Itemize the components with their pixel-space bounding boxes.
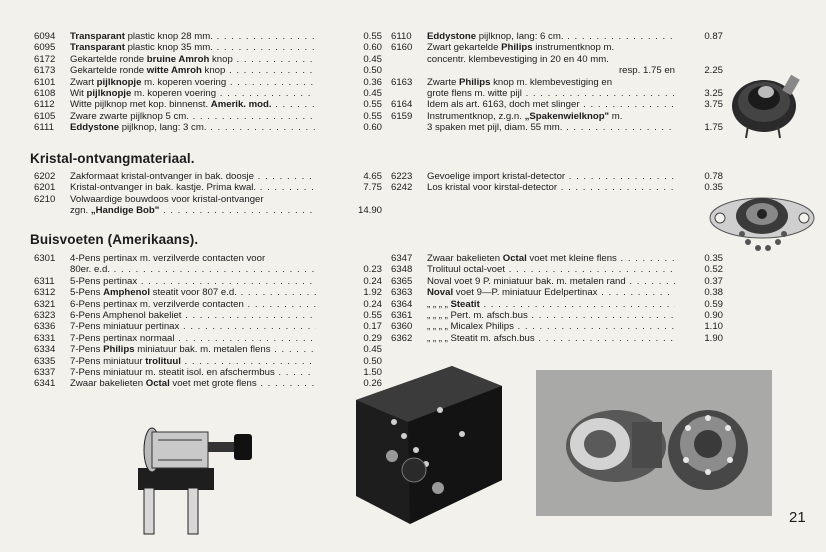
- entry-code: 6202: [34, 171, 56, 182]
- entry-code: 6363: [391, 287, 413, 299]
- entry-price: 7.75: [363, 182, 382, 194]
- entry-description: Gekartelde ronde bruine Amroh knop . . .: [70, 54, 316, 65]
- entry-description: Witte pijlknop met kop. binnenst. Amerik. mod. . . .: [70, 99, 316, 110]
- entry-code: 6361: [391, 310, 413, 321]
- tube-sockets-image: [536, 370, 772, 516]
- entry-code: 6347: [391, 253, 413, 264]
- entry-description-cont: resp. 1.75 en: [618, 65, 675, 77]
- entry-description: Gekartelde ronde witte Amroh knop . . .: [70, 65, 316, 76]
- entry-price: 0.45: [363, 88, 382, 99]
- entry-description: Kristal-ontvanger in bak. kastje. Prima kwal. . . .: [70, 182, 316, 193]
- entry-description: Instrumentknop, z.g.n. „Spakenwielknop" m.: [427, 110, 623, 122]
- entry-price: 0.23: [363, 264, 382, 276]
- entry-code: 6242: [391, 182, 413, 194]
- entry-code: 6321: [34, 298, 56, 310]
- entry-price: 0.17: [363, 321, 382, 333]
- entry-description: Gevoelige import kristal-detector . . .: [427, 171, 675, 182]
- entry-description: 5-Pens Amphenol steatit voor 807 e.d. . . .: [70, 287, 316, 298]
- entry-code: 6364: [391, 298, 413, 310]
- entry-price: 0.50: [363, 65, 382, 77]
- entry-description: Zwart gekartelde Philips instrumentknop m.: [427, 42, 615, 54]
- entry-description: 7-Pens miniatuur pertinax . . .: [70, 321, 316, 332]
- entry-code: 6365: [391, 275, 413, 287]
- entry-code: 6101: [34, 76, 56, 88]
- entry-code: 6173: [34, 65, 56, 77]
- entry-price: 0.35: [704, 182, 723, 194]
- entry-description: 7-Pens Philips miniatuur bak. m. metalen flens . . .: [70, 344, 316, 355]
- entry-description-cont: concentr. klembevestiging in 20 en 40 mm.: [427, 53, 609, 65]
- entry-code: 6159: [391, 110, 413, 122]
- entry-price: 0.78: [704, 171, 723, 182]
- entry-description: Zwarte Philips knop m. klembevestiging en: [427, 76, 613, 88]
- entry-price: 0.26: [363, 378, 382, 390]
- entry-code: 6362: [391, 332, 413, 344]
- entry-code: 6201: [34, 182, 56, 194]
- entry-description: Zakformaat kristal-ontvanger in bak. doosje . . .: [70, 171, 316, 182]
- entry-price: 0.59: [704, 298, 723, 310]
- entry-price: 0.37: [704, 275, 723, 287]
- entry-code: 6348: [391, 264, 413, 276]
- entry-code: 6301: [34, 253, 56, 264]
- entry-code: 6337: [34, 367, 56, 378]
- entry-description: „ „ „ „ Steatit . . .: [427, 299, 675, 310]
- entry-price: 2.25: [704, 65, 723, 77]
- entry-code: 6335: [34, 355, 56, 367]
- entry-price: 3.75: [704, 99, 723, 111]
- entry-price: 0.50: [363, 355, 382, 367]
- entry-code: 6341: [34, 378, 56, 390]
- entry-code: 6311: [34, 275, 55, 287]
- entry-code: 6108: [34, 88, 56, 99]
- philips-knob-image: [726, 62, 804, 140]
- entry-price: 0.87: [704, 31, 723, 42]
- entry-price: 0.24: [363, 298, 382, 310]
- entry-price: 0.35: [704, 253, 723, 264]
- entry-price: 0.24: [363, 275, 382, 287]
- crystal-detector-image: [130, 418, 262, 538]
- entry-code: 6323: [34, 310, 56, 321]
- entry-description: Zwaar bakelieten Octal voet met grote flens . . .: [70, 378, 316, 389]
- entry-price: 1.92: [363, 287, 382, 299]
- entry-description: Eddystone pijlknop, lang: 6 cm. . . .: [427, 31, 675, 42]
- entry-price: 0.29: [363, 332, 382, 344]
- entry-price: 0.55: [363, 110, 382, 122]
- entry-price: 1.50: [363, 367, 382, 378]
- entry-code: 6160: [391, 42, 413, 54]
- entry-code: 6360: [391, 321, 413, 333]
- entry-price: 1.90: [704, 332, 723, 344]
- entry-price: 0.45: [363, 53, 382, 65]
- entry-price: 4.65: [363, 171, 382, 182]
- entry-price: 0.55: [363, 31, 382, 42]
- entry-description: „ „ „ „ Steatit m. afsch.bus . . .: [427, 333, 675, 344]
- entry-price: 3.25: [704, 87, 723, 99]
- entry-description: 7-Pens miniatuur m. steatit isol. en afschermbus . . .: [70, 367, 316, 378]
- entry-code: 6110: [391, 31, 412, 42]
- crystal-receiver-image: [352, 360, 512, 532]
- entry-description: „ „ „ „ Micalex Philips . . .: [427, 321, 675, 332]
- entry-description: Eddystone pijlknop, lang: 3 cm. . . .: [70, 122, 316, 133]
- entry-code: 6312: [34, 287, 56, 299]
- entry-code: 6331: [34, 332, 56, 344]
- heading-kristal: Kristal-ontvangmateriaal.: [30, 151, 195, 166]
- entry-code: 6164: [391, 99, 413, 111]
- entry-price: 1.10: [704, 321, 723, 333]
- entry-price: 0.55: [363, 310, 382, 321]
- entry-price: 0.52: [704, 264, 723, 276]
- entry-price: 1.75: [704, 122, 723, 134]
- entry-code: 6210: [34, 193, 56, 205]
- entry-description-cont: zgn. „Handige Bob" . . .: [70, 205, 316, 216]
- entry-price: 0.36: [363, 76, 382, 88]
- entry-description: Transparant plastic knop 28 mm. . . .: [70, 31, 316, 42]
- entry-code: 6095: [34, 42, 56, 54]
- entry-price: 0.55: [363, 99, 382, 111]
- octal-socket-image: [708, 186, 816, 258]
- entry-description: Trolituul octal-voet . . .: [427, 264, 675, 275]
- entry-description: 6-Pens pertinax m. verzilverde contacten . . .: [70, 299, 316, 310]
- entry-code: 6223: [391, 171, 413, 182]
- entry-description: Zware zwarte pijlknop 5 cm. . . .: [70, 111, 316, 122]
- entry-code: 6336: [34, 321, 56, 333]
- entry-description: 4-Pens pertinax m. verzilverde contacten voor: [70, 253, 266, 264]
- entry-code: 6105: [34, 110, 56, 122]
- entry-description: Wit pijlknopje m. koperen voering . . .: [70, 88, 316, 99]
- entry-description: Transparant plastic knop 35 mm. . . .: [70, 42, 316, 53]
- entry-price: 0.60: [363, 42, 382, 54]
- entry-code: 6334: [34, 344, 56, 356]
- entry-code: 6112: [34, 99, 55, 111]
- entry-description: Noval voet 9 P. miniatuur bak. m. metalen rand . . .: [427, 276, 675, 287]
- entry-description: 5-Pens pertinax . . .: [70, 276, 316, 287]
- entry-description: Noval voet 9—P. miniatuur Edelpertinax . . .: [427, 287, 675, 298]
- entry-code: 6094: [34, 31, 56, 42]
- entry-price: 0.90: [704, 310, 723, 321]
- entry-description: 7-Pens pertinax normaal . . .: [70, 333, 316, 344]
- entry-description: Volwaardige bouwdoos voor kristal-ontvanger: [70, 193, 264, 205]
- entry-description-cont: 80er. e.d. . . .: [70, 264, 316, 275]
- entry-description: 6-Pens Amphenol bakeliet . . .: [70, 310, 316, 321]
- entry-description: 7-Pens miniatuur trolituul . . .: [70, 356, 316, 367]
- entry-description: Los kristal voor kirstal-detector . . .: [427, 182, 675, 193]
- entry-description: Idem als art. 6163, doch met slinger . . .: [427, 99, 675, 110]
- entry-price: 0.38: [704, 287, 723, 299]
- entry-description: Zwart pijlknopje m. koperen voering . . .: [70, 77, 316, 88]
- entry-code: 6111: [34, 122, 54, 134]
- entry-price: 0.60: [363, 122, 382, 134]
- entry-description: „ „ „ „ Pert. m. afsch.bus . . .: [427, 310, 675, 321]
- entry-code: 6163: [391, 76, 413, 88]
- entry-description: Zwaar bakelieten Octal voet met kleine flens . . .: [427, 253, 675, 264]
- entry-description-cont: 3 spaken met pijl, diam. 55 mm. . . .: [427, 122, 675, 133]
- entry-description-cont: grote flens m. witte pijl . . .: [427, 88, 675, 99]
- entry-price: 14.90: [357, 205, 382, 217]
- heading-buisvoeten: Buisvoeten (Amerikaans).: [30, 232, 199, 247]
- entry-price: 0.45: [363, 344, 382, 356]
- entry-code: 6172: [34, 53, 56, 65]
- page-number: 21: [789, 509, 806, 526]
